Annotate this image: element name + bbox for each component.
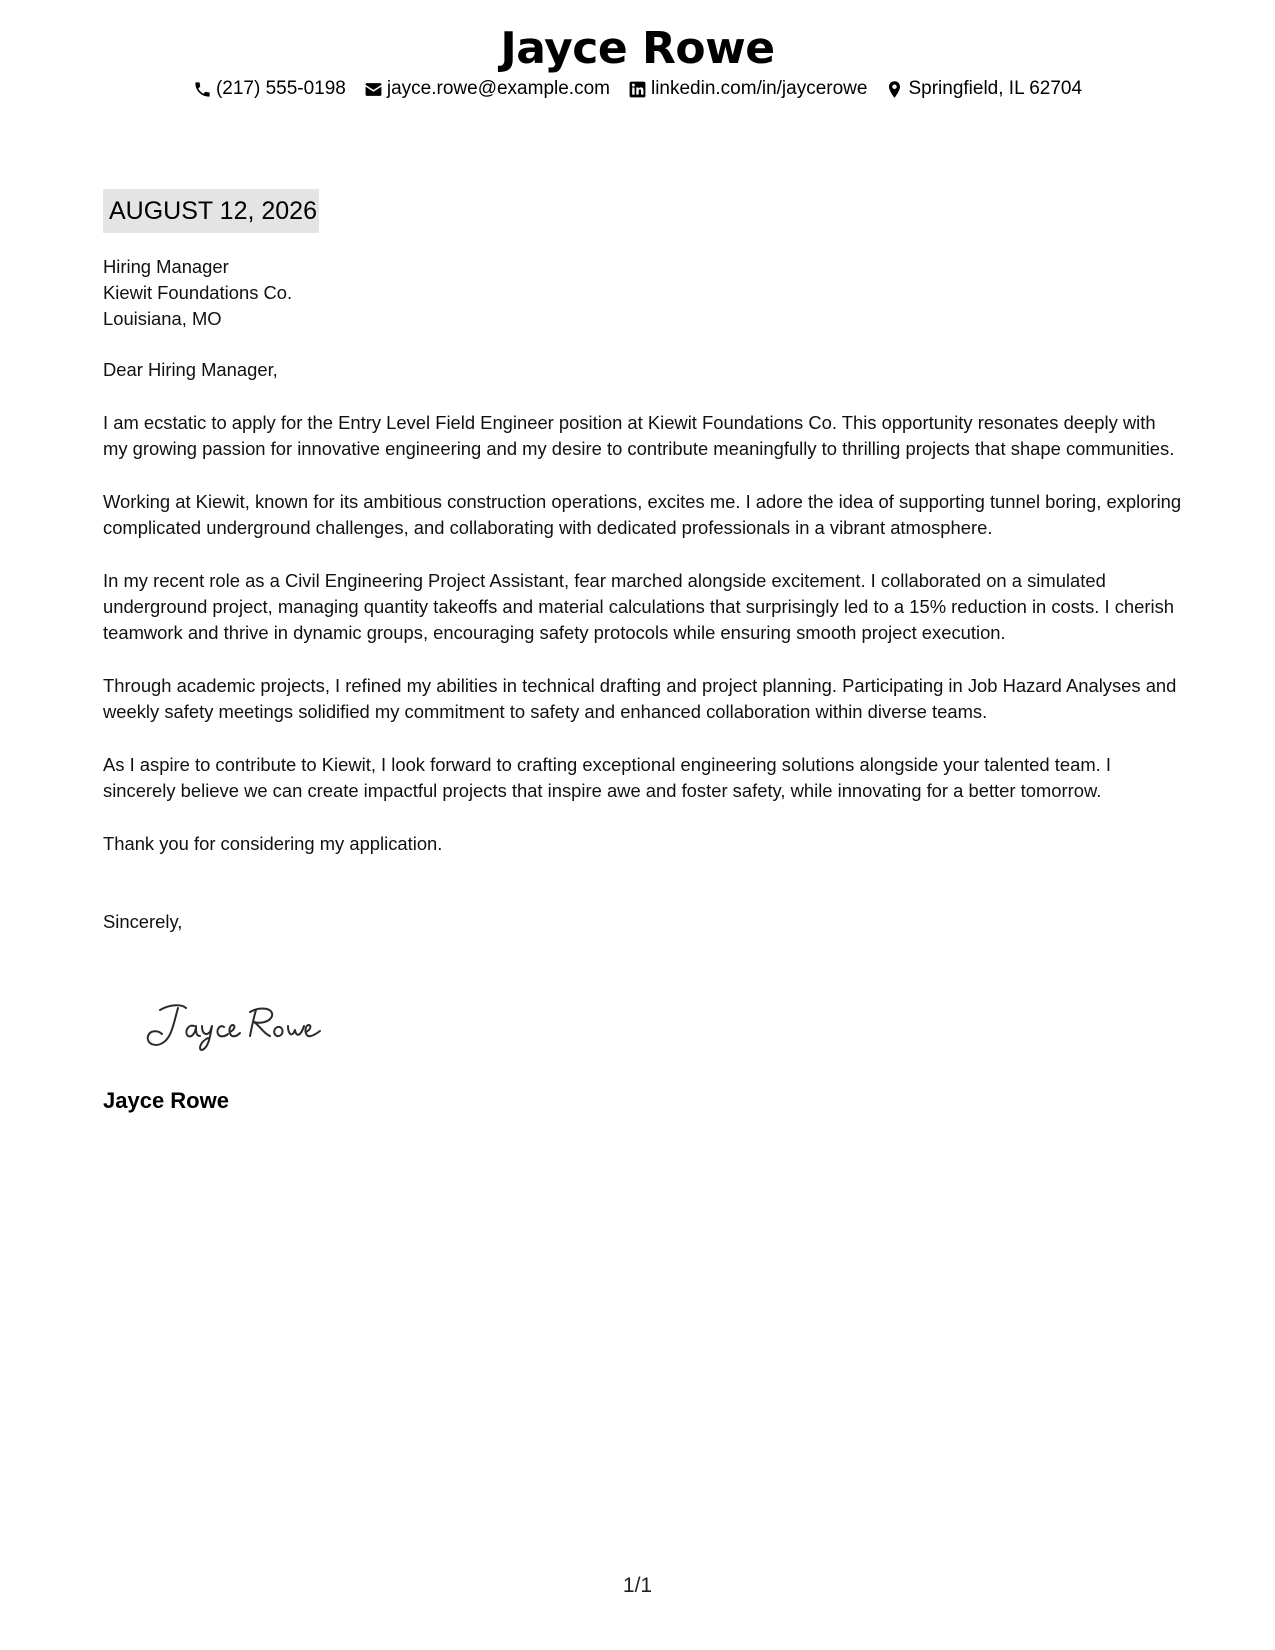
paragraph: In my recent role as a Civil Engineering Project Assistant, fear marched alongside excitement. I collaborated on a simulated underground project, managing quantity takeoffs and material calculations that surprisingly led to a 15% reduction in costs. I cherish teamwork and thrive in dynamic groups, encouraging safety protocols while ensuring smooth project execution.: [103, 570, 1175, 643]
applicant-name-heading: Jayce Rowe: [500, 23, 775, 74]
paragraph: As I aspire to contribute to Kiewit, I look forward to crafting exceptional engineering solutions alongside your talented team. I sincerely believe we can create impactful projects that inspire awe and foster safety, while innovating for a better tomorrow.: [103, 754, 1111, 801]
map-pin-icon: [885, 80, 904, 99]
contact-linkedin: [628, 78, 868, 100]
recipient-title: Hiring Manager: [103, 256, 229, 277]
phone-text: (217) 555-0198: [215, 78, 346, 99]
contact-email: [364, 78, 610, 100]
paragraph: Thank you for considering my application.: [103, 833, 443, 854]
page-number: 1/1: [622, 1574, 653, 1597]
paragraph: Working at Kiewit, known for its ambitious construction operations, excites me. I adore the idea of supporting tunnel boring, exploring complicated underground challenges, and collaborating with dedicated professionals in a vibrant atmosphere.: [103, 491, 1182, 538]
linkedin-text: linkedin.com/in/jaycerowe: [650, 78, 868, 99]
contact-bar: [0, 78, 1275, 100]
paragraph: Through academic projects, I refined my abilities in technical drafting and project planning. Participating in Job Hazard Analyses and weekly safety meetings solidified my commitment to safety and enhanced collaboration within diverse teams.: [103, 675, 1177, 722]
email-text: jayce.rowe@example.com: [386, 78, 610, 99]
linkedin-icon: [628, 80, 647, 99]
signature-image: [142, 996, 332, 1056]
letter-date: AUGUST 12, 2026: [103, 189, 319, 233]
phone-icon: [193, 80, 212, 99]
signer-name: Jayce Rowe: [103, 1088, 229, 1113]
recipient-block: [103, 254, 1183, 332]
salutation: Dear Hiring Manager,: [103, 359, 278, 380]
contact-location: [885, 78, 1082, 100]
closing: Sincerely,: [103, 911, 183, 932]
recipient-company: Kiewit Foundations Co.: [103, 282, 293, 303]
location-text: Springfield, IL 62704: [908, 78, 1083, 99]
contact-phone: [193, 78, 346, 100]
letter-body: [103, 254, 1183, 935]
envelope-icon: [364, 80, 383, 99]
recipient-location: Louisiana, MO: [103, 308, 222, 329]
paragraph: I am ecstatic to apply for the Entry Level Field Engineer position at Kiewit Foundations Co. This opportunity resonates deeply with my growing passion for innovative engineering and my desire to contribute meaningfully to thrilling projects that shape communities.: [103, 412, 1175, 459]
